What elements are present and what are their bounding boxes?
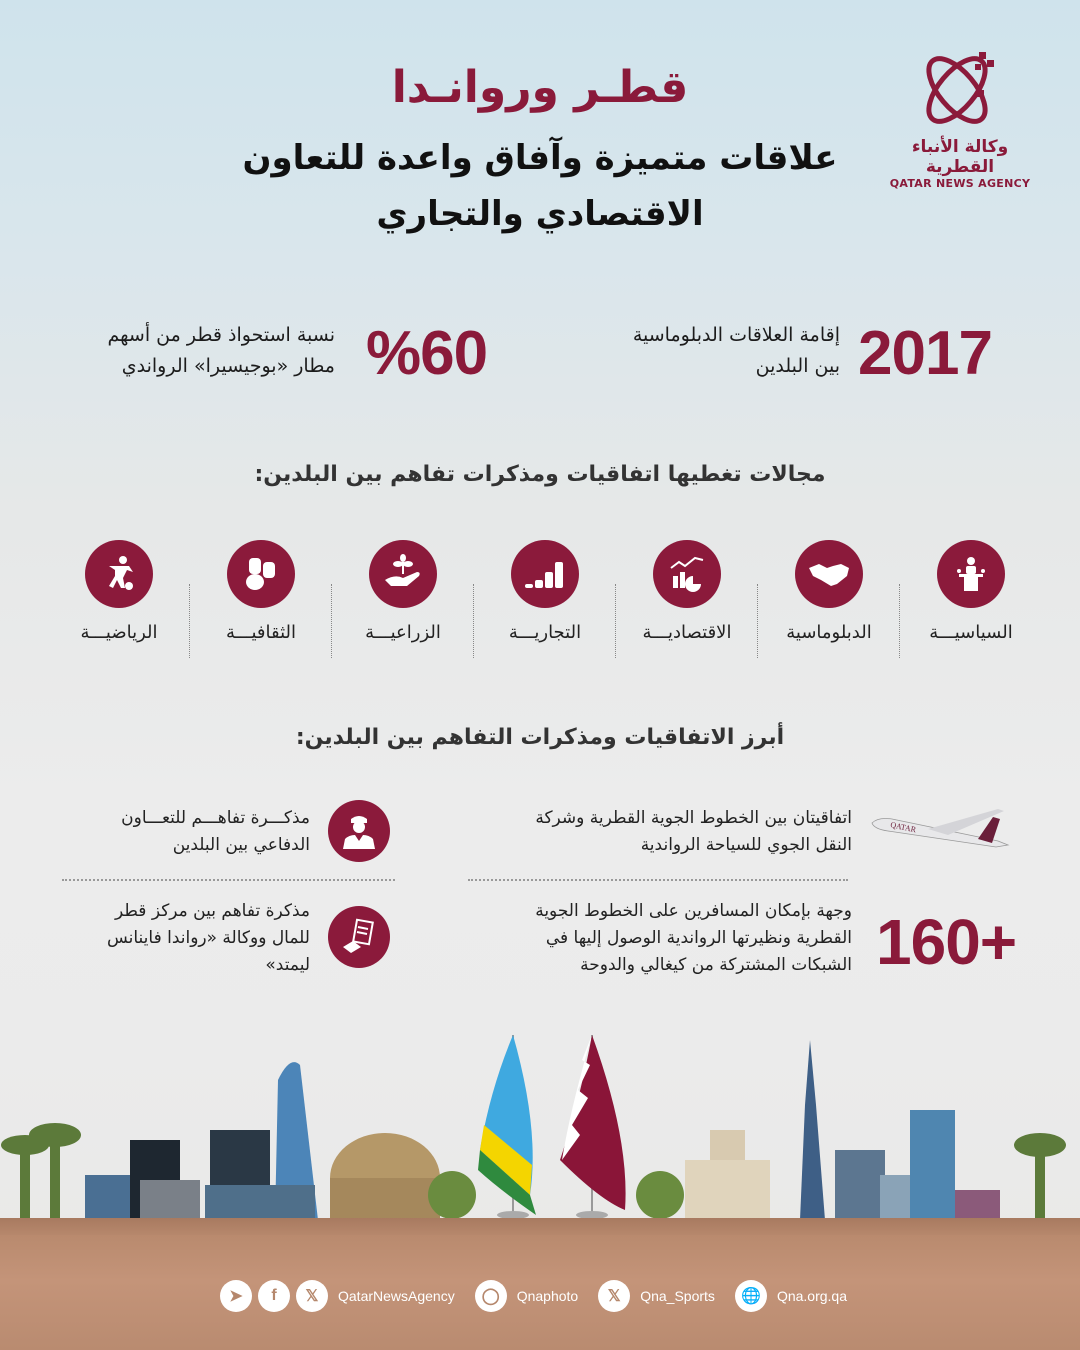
stat-year-line-1: إقامة العلاقات الدبلوماسية — [632, 324, 840, 346]
stat-percent-line-1: نسبة استحواذ قطر من أسهم — [107, 324, 335, 346]
page-title: قطـر وروانـدا — [391, 62, 689, 113]
military-officer-icon — [328, 800, 390, 862]
agreement-line: مذكرة تفاهم بين مركز قطر — [114, 901, 310, 921]
document-signing-icon — [328, 906, 390, 968]
logo-arabic-text: وكالة الأنباء القطرية — [911, 137, 1009, 177]
agreement-line: ليمتد» — [265, 955, 310, 975]
agreement-line: مذكـــرة تفاهـــم للتعـــاون — [121, 808, 310, 828]
field-label: الدبلوماسية — [786, 622, 872, 643]
field-label: التجاريـــة — [508, 622, 582, 643]
field-trade — [476, 540, 614, 660]
instagram-icon[interactable]: ◯ — [475, 1280, 507, 1312]
field-agriculture — [334, 540, 472, 660]
page-subtitle — [230, 130, 850, 242]
hand-plant-icon — [369, 540, 437, 608]
skyline-illustration — [0, 1010, 1080, 1230]
field-diplomacy — [760, 540, 898, 660]
stat-year-line-2: بين البلدين — [755, 355, 840, 377]
qna-emblem-icon — [915, 48, 1005, 133]
field-label: الاقتصاديـــة — [642, 622, 732, 643]
qatar-airways-plane-icon — [868, 805, 1023, 860]
field-label: الرياضيـــة — [80, 622, 158, 643]
agreement-line: الدفاعي بين البلدين — [172, 835, 310, 855]
agreement-finance-text — [60, 898, 310, 979]
divider — [62, 879, 395, 881]
agreement-line: القطرية ونظيرتها الرواندية الوصول إليها في — [545, 928, 852, 948]
logo-english-text: QATAR NEWS AGENCY — [889, 177, 1031, 190]
growth-chart-icon — [653, 540, 721, 608]
field-label: الثقافيـــة — [225, 622, 296, 643]
field-label: السياسيـــة — [929, 622, 1013, 643]
handshake-icon — [795, 540, 863, 608]
facebook-icon[interactable]: f — [258, 1280, 290, 1312]
field-sports — [50, 540, 188, 660]
stat-percent-caption — [40, 320, 335, 382]
podium-speaker-icon — [937, 540, 1005, 608]
x-icon[interactable]: 𝕏 — [598, 1280, 630, 1312]
x-icon[interactable]: 𝕏 — [296, 1280, 328, 1312]
coin-stacks-icon — [511, 540, 579, 608]
subtitle-line-1: علاقات متميزة وآفاق واعدة للتعاون — [242, 138, 838, 178]
fields-list — [50, 540, 1040, 660]
field-label: الزراعيـــة — [365, 622, 441, 643]
svg-text:QATAR: QATAR — [889, 820, 917, 835]
field-politics — [902, 540, 1040, 660]
subtitle-line-2: الاقتصادي والتجاري — [376, 194, 704, 234]
stat-year-caption — [560, 320, 840, 382]
agreements-heading: أبرز الاتفاقيات ومذكرات التفاهم بين البلدين: — [295, 725, 785, 750]
agreement-line: النقل الجوي للسياحة الرواندية — [640, 835, 852, 855]
social-handle-qatarnewsagency[interactable]: QatarNewsAgency — [338, 1288, 455, 1304]
agreement-defense-text — [60, 805, 310, 859]
stat-percent: %60 — [366, 319, 488, 388]
stat-year: 2017 — [858, 319, 992, 388]
agreement-line: وجهة بإمكان المسافرين على الخطوط الجوية — [535, 901, 852, 921]
stat-percent-line-2: مطار «بوجيسيرا» الرواندي — [121, 355, 335, 377]
destinations-count: 160+ — [876, 906, 1017, 978]
field-economy — [618, 540, 756, 660]
website-link[interactable]: Qna.org.qa — [776, 1288, 847, 1304]
fields-heading: مجالات تغطيها اتفاقيات ومذكرات تفاهم بين البلدين: — [254, 462, 826, 487]
social-handle-qna-sports[interactable]: Qna_Sports — [640, 1288, 715, 1304]
qna-logo — [880, 48, 1040, 188]
divider — [468, 879, 848, 881]
agreement-line: للمال ووكالة «رواندا فاينانس — [106, 928, 310, 948]
theater-masks-palette-icon — [227, 540, 295, 608]
globe-icon[interactable]: 🌐 — [735, 1280, 767, 1312]
telegram-icon[interactable]: ➤ — [220, 1280, 252, 1312]
social-handle-qnaphoto[interactable]: Qnaphoto — [516, 1288, 579, 1304]
agreement-airways-text — [460, 805, 852, 859]
destinations-text — [460, 898, 852, 979]
field-culture — [192, 540, 330, 660]
football-player-icon — [85, 540, 153, 608]
agreement-line: الشبكات المشتركة من كيغالي والدوحة — [580, 955, 852, 975]
agreement-line: اتفاقيتان بين الخطوط الجوية القطرية وشركة — [535, 808, 852, 828]
social-footer — [220, 1280, 861, 1312]
